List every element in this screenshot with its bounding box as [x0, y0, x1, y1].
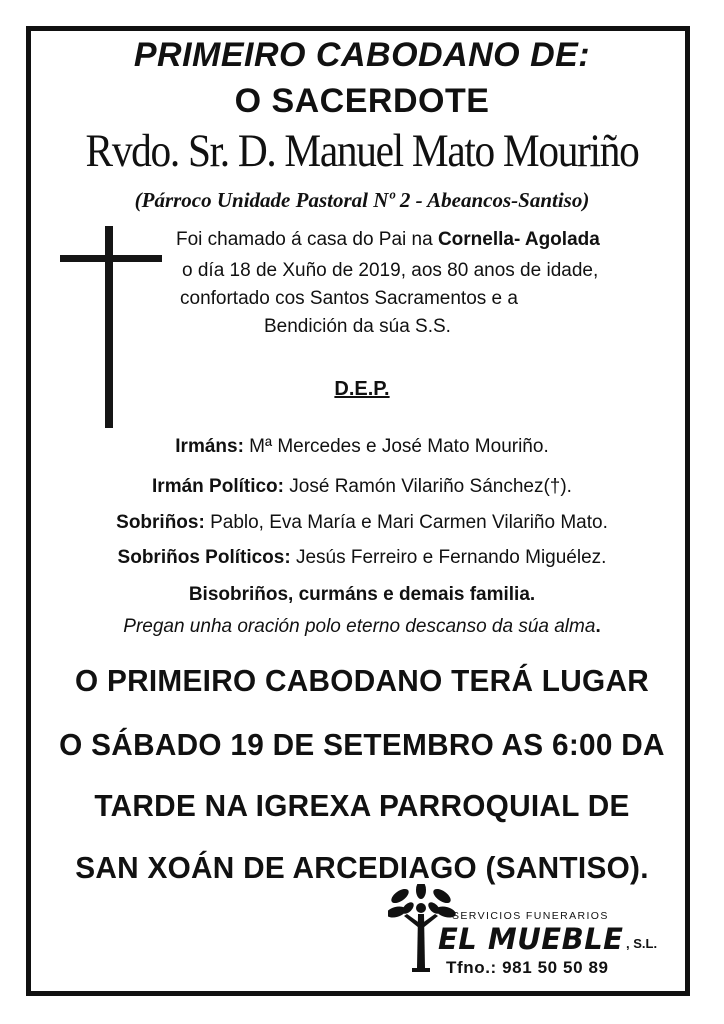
- funeral-home-tagline: SERVICIOS FUNERARIOS: [452, 910, 609, 922]
- family-label: Sobriños:: [116, 512, 205, 533]
- family-names: Pablo, Eva María e Mari Carmen Vilariño Mato.: [204, 512, 608, 533]
- intro-line-1: [176, 229, 600, 251]
- family-names: José Ramón Vilariño Sánchez(†).: [284, 476, 572, 497]
- family-label: Irmán Político:: [152, 476, 284, 497]
- notice-title: PRIMEIRO CABODANO DE:: [133, 36, 591, 74]
- family-row: [0, 547, 724, 569]
- announcement-line: TARDE NA IGREXA PARROQUIAL DE: [94, 788, 630, 823]
- deceased-name: Rvdo. Sr. D. Manuel Mato Mouriño: [85, 125, 639, 177]
- funeral-home-name: EL MUEBLE: [438, 922, 624, 956]
- intro-line-3: confortado cos Santos Sacramentos e a: [180, 288, 518, 309]
- dep-heading: D.E.P.: [334, 378, 390, 400]
- funeral-home-phone: Tfno.: 981 50 50 89: [446, 958, 609, 977]
- family-row: [0, 436, 724, 458]
- family-others-text: Bisobriños, curmáns e demais familia.: [188, 584, 536, 605]
- notice-role: O SACERDOTE: [234, 82, 490, 120]
- family-row: [0, 476, 724, 498]
- intro-text: Foi chamado á casa do Pai na: [176, 229, 438, 250]
- funeral-home-logo: [388, 884, 668, 980]
- intro-place: Cornella- Agolada: [437, 229, 600, 250]
- cross-icon-bar: [60, 255, 162, 262]
- announcement-line: O PRIMEIRO CABODANO TERÁ LUGAR: [74, 663, 650, 698]
- family-label: Irmáns:: [175, 436, 244, 457]
- intro-line-4: Bendición da súa S.S.: [264, 316, 451, 337]
- intro-line-2: o día 18 de Xuño de 2019, aos 80 anos de idade,: [182, 260, 599, 281]
- family-others: [0, 584, 724, 606]
- announcement-line: O SÁBADO 19 DE SETEMBRO AS 6:00 DA: [59, 727, 665, 762]
- funeral-home-suffix: , S.L.: [626, 936, 658, 951]
- family-names: Jesús Ferreiro e Fernando Miguélez.: [290, 547, 607, 568]
- announcement-line: SAN XOÁN DE ARCEDIAGO (SANTISO).: [75, 850, 649, 885]
- family-label: Sobriños Políticos:: [117, 547, 291, 568]
- family-names: Mª Mercedes e José Mato Mouriño.: [243, 436, 549, 457]
- deceased-position: (Párroco Unidade Pastoral Nº 2 - Abeancos-Santiso): [134, 188, 590, 212]
- prayer-line: [0, 616, 724, 638]
- prayer-end: .: [595, 616, 601, 637]
- family-row: [0, 512, 724, 534]
- prayer-text: Pregan unha oración polo eterno descanso da súa alma: [123, 616, 596, 637]
